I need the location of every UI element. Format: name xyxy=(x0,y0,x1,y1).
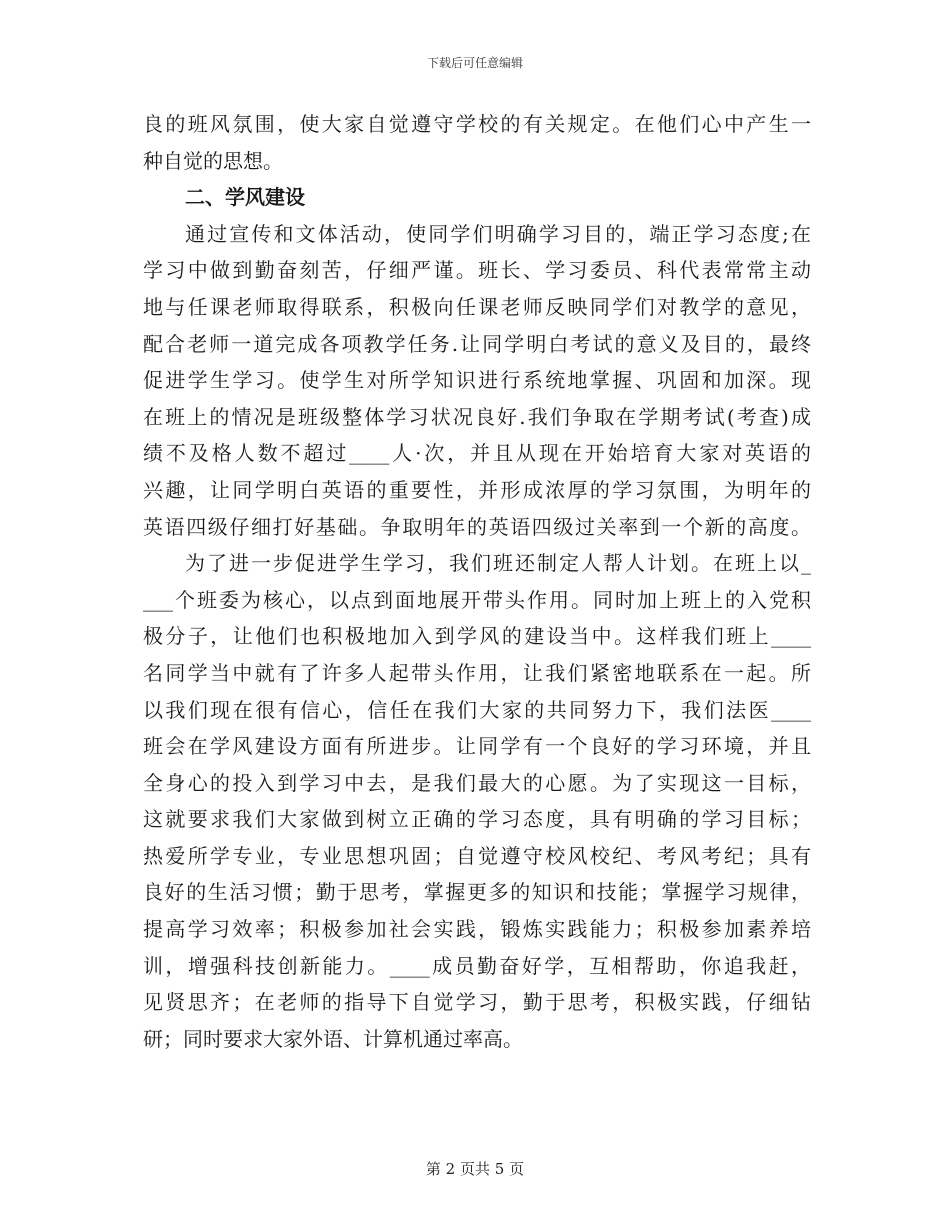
text-line: 这就要求我们大家做到树立正确的学习态度，具有明确的学习目标； xyxy=(143,807,811,832)
text-line: 为了进一步促进学生学习，我们班还制定人帮人计划。在班上以_ xyxy=(185,551,811,576)
text-line: 名同学当中就有了许多人起带头作用，让我们紧密地联系在一起。所 xyxy=(143,660,811,685)
text-line: ___个班委为核心，以点到面地展开带头作用。同时加上班上的入党积 xyxy=(143,587,811,612)
text-line: 以我们现在很有信心，信任在我们大家的共同努力下，我们法医____ xyxy=(143,697,811,722)
section-heading: 二、学风建设 xyxy=(185,185,305,210)
text-line: 英语四级仔细打好基础。争取明年的英语四级过关率到一个新的高度。 xyxy=(143,514,811,539)
page-footer: 第 2 页共 5 页 xyxy=(425,1160,525,1178)
paragraph-2 xyxy=(143,216,811,545)
text-line: 地与任课老师取得联系，积极向任课老师反映同学们对教学的意见， xyxy=(143,294,811,319)
page-header: 下载后可任意编辑 xyxy=(426,56,523,70)
text-line: 在班上的情况是班级整体学习状况良好.我们争取在学期考试(考查)成 xyxy=(143,404,811,429)
document-body xyxy=(143,106,811,1057)
text-line: 训，增强科技创新能力。____成员勤奋好学，互相帮助，你追我赶， xyxy=(143,953,811,978)
text-line: 良的班风氛围，使大家自觉遵守学校的有关规定。在他们心中产生一 xyxy=(143,112,811,136)
text-line: 种自觉的思想。 xyxy=(143,148,283,173)
text-line: 促进学生学习。使学生对所学知识进行系统地掌握、巩固和加深。现 xyxy=(143,368,811,393)
text-line: 兴趣，让同学明白英语的重要性，并形成浓厚的学习氛围，为明年的 xyxy=(143,477,811,502)
text-line: 提高学习效率；积极参加社会实践，锻炼实践能力；积极参加素养培 xyxy=(143,917,811,942)
text-line: 绩不及格人数不超过____人·次，并且从现在开始培育大家对英语的 xyxy=(143,441,811,466)
text-line: 热爱所学专业，专业思想巩固；自觉遵守校风校纪、考风考纪；具有 xyxy=(143,843,811,868)
text-line: 班会在学风建设方面有所进步。让同学有一个良好的学习环境，并且 xyxy=(143,734,811,759)
text-line: 全身心的投入到学习中去，是我们最大的心愿。为了实现这一目标， xyxy=(143,770,811,795)
text-line: 良好的生活习惯；勤于思考，掌握更多的知识和技能；掌握学习规律， xyxy=(143,880,811,905)
text-line: 通过宣传和文体活动，使同学们明确学习目的，端正学习态度;在 xyxy=(185,221,811,246)
text-line: 学习中做到勤奋刻苦，仔细严谨。班长、学习委员、科代表常常主动 xyxy=(143,258,811,283)
text-line: 配合老师一道完成各项教学任务.让同学明白考试的意义及目的，最终 xyxy=(143,331,811,356)
text-line: 见贤思齐；在老师的指导下自觉学习，勤于思考，积极实践，仔细钻 xyxy=(143,990,811,1015)
text-line: 研；同时要求大家外语、计算机通过率高。 xyxy=(143,1026,523,1051)
text-line: 极分子，让他们也积极地加入到学风的建设当中。这样我们班上____ xyxy=(143,624,811,649)
paragraph-3 xyxy=(143,545,811,1057)
paragraph-1 xyxy=(143,106,811,179)
